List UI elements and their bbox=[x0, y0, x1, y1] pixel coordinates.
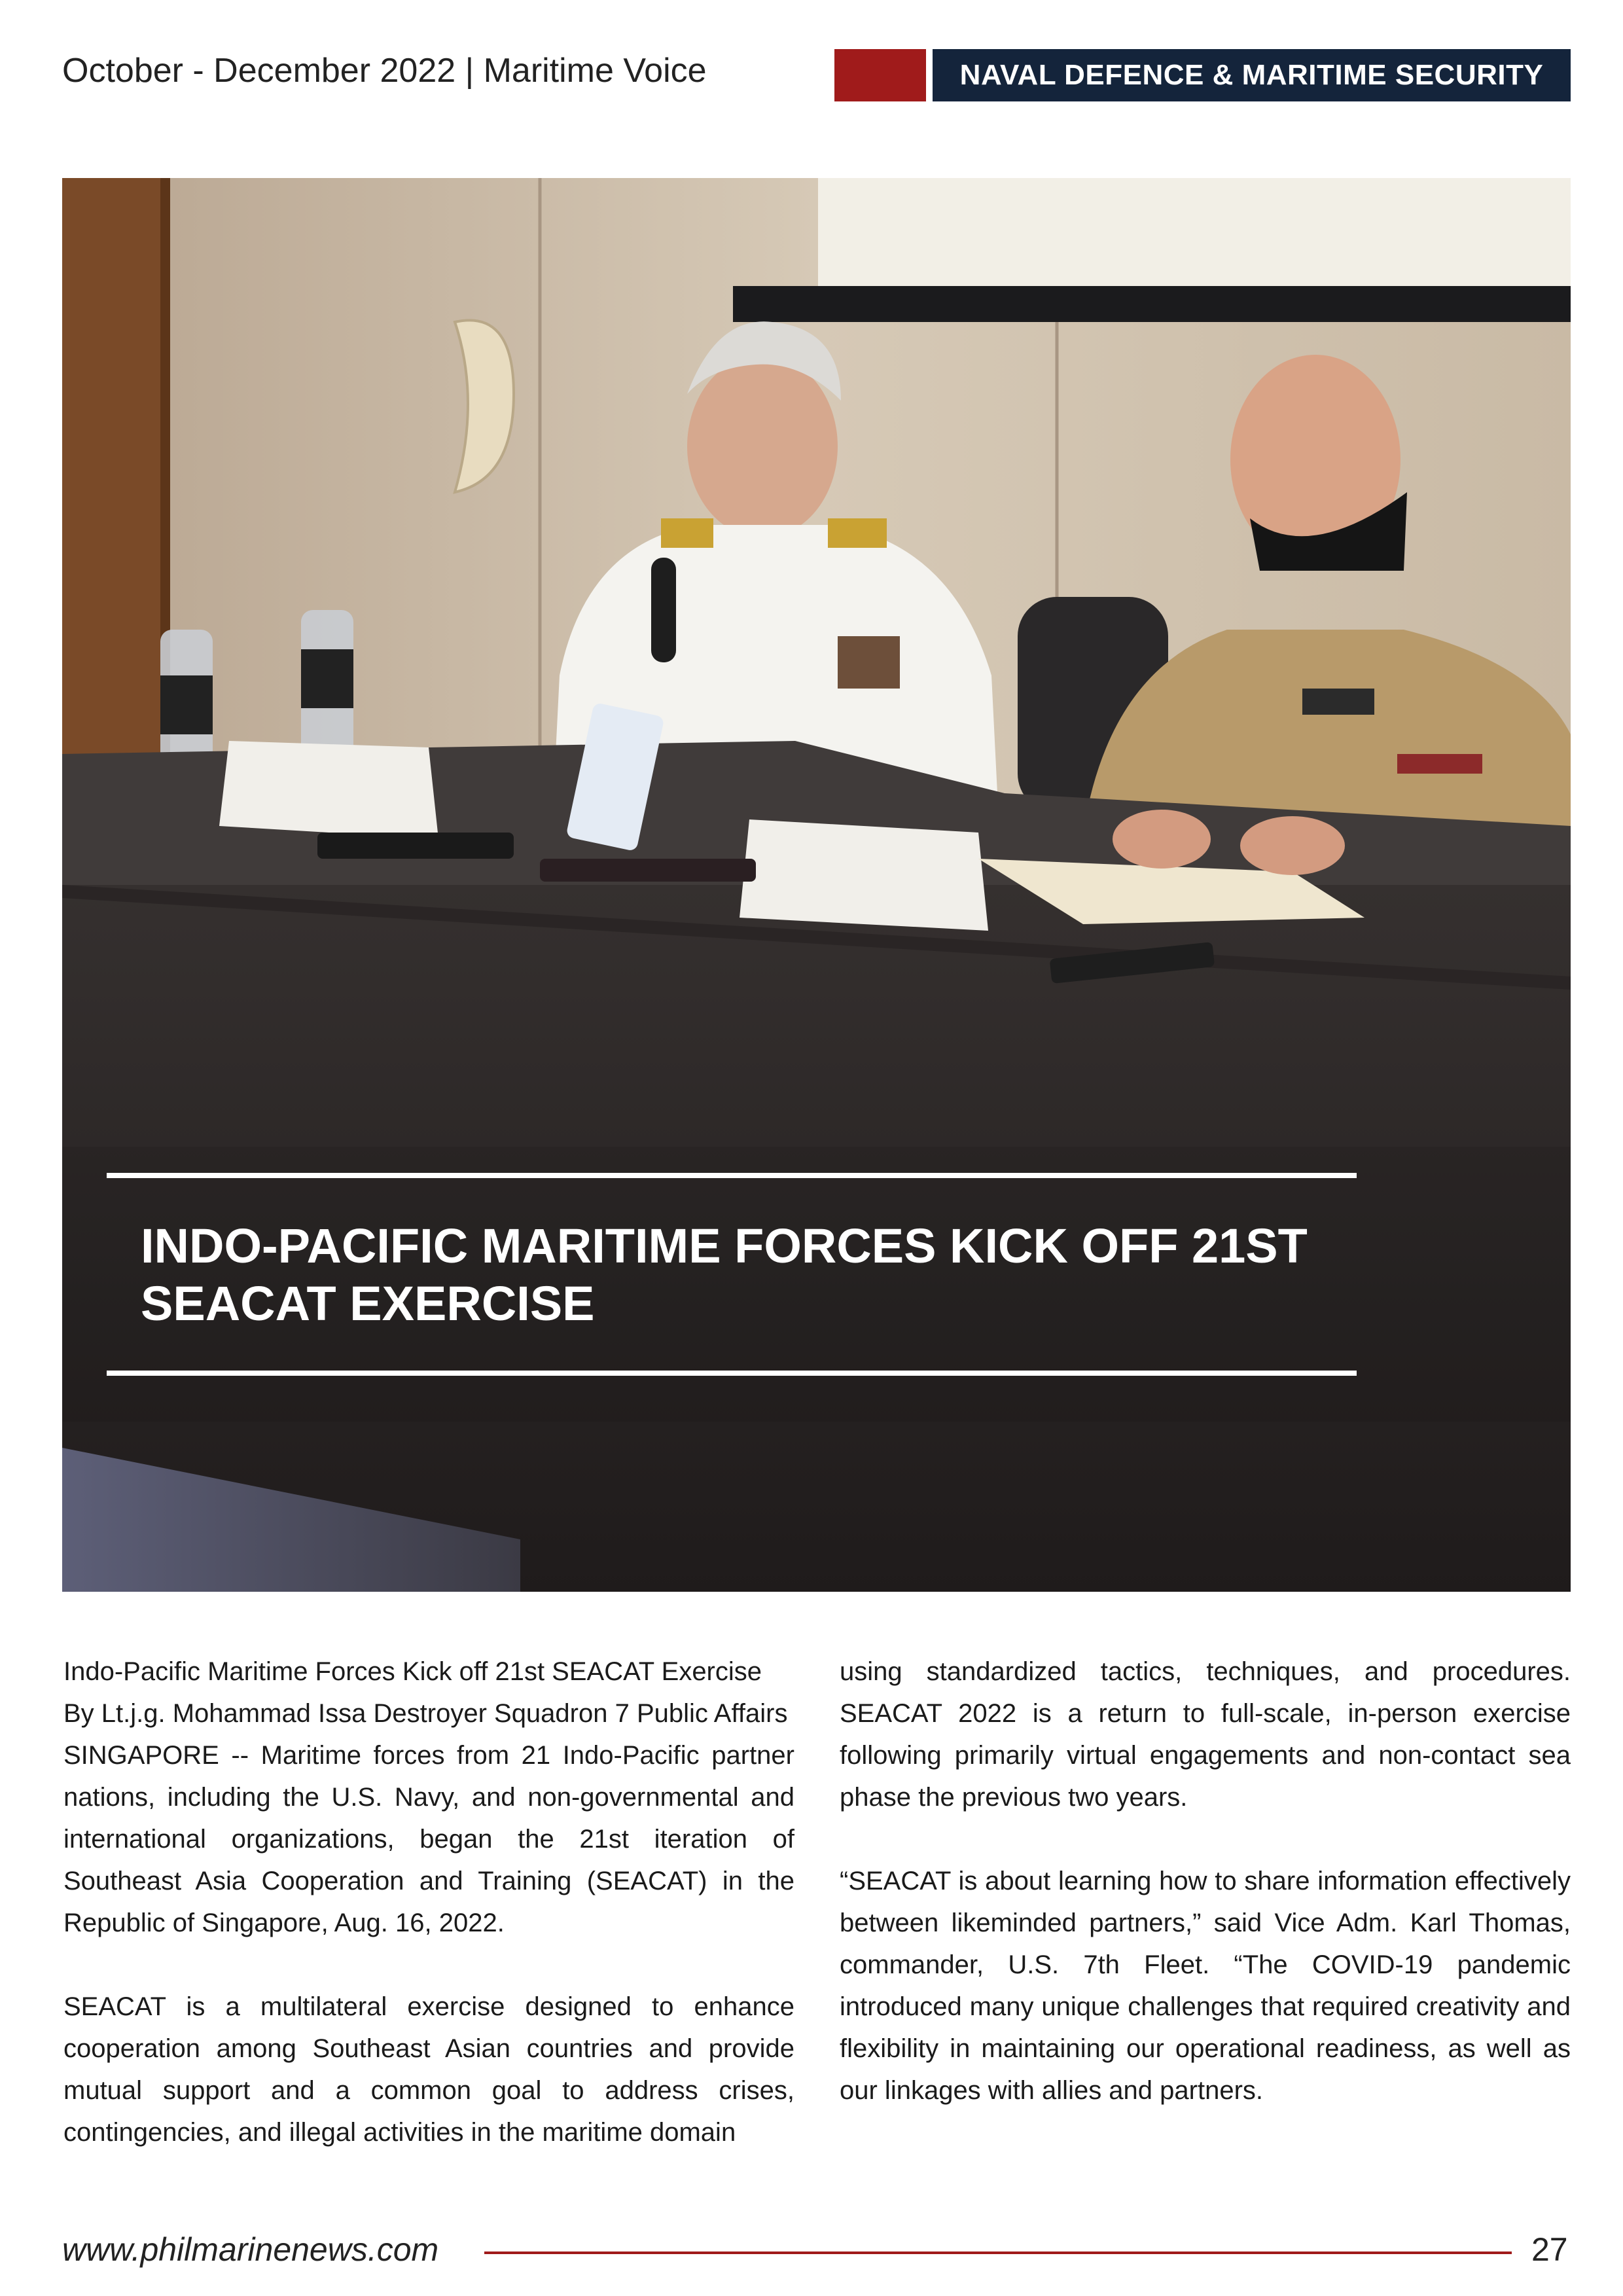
article-paragraph: SINGAPORE -- Maritime forces from 21 Indo-Pacific partner nations, including the U.S. Navy, and non-governmental and international organizations, began the 21st iteration of Southeast Asia Cooperation and Training (SEACAT) in the Republic of Singapore, Aug. 16, 2022. bbox=[63, 1741, 794, 1937]
footer-rule bbox=[484, 2251, 1512, 2254]
article-kicker: Indo-Pacific Maritime Forces Kick off 21st SEACAT Exercise bbox=[63, 1657, 762, 1686]
article-paragraph: “SEACAT is about learning how to share information effectively between likeminded partners,” said Vice Adm. Karl Thomas, commander, U.S. 7th Fleet. “The COVID-19 pandemic introduced many unique challenges that required creativity and flexibility in maintaining our operational readiness, as well as our linkages with allies and partners. bbox=[840, 1867, 1571, 2105]
title-rule-bottom bbox=[107, 1371, 1357, 1376]
hero-title-box bbox=[107, 1173, 1357, 1376]
article-column-right bbox=[840, 1651, 1571, 2111]
section-tag: NAVAL DEFENCE & MARITIME SECURITY bbox=[933, 49, 1571, 101]
page-number: 27 bbox=[1531, 2231, 1568, 2268]
article-paragraph: using standardized tactics, techniques, and procedures. SEACAT 2022 is a return to full-scale, in-person exercise following primarily virtual engagements and non-contact sea phase the previous two years. bbox=[840, 1657, 1571, 1812]
footer-website-link[interactable]: www.philmarinenews.com bbox=[62, 2231, 439, 2268]
hero-photo bbox=[62, 178, 1571, 1592]
hero-photo-illustration bbox=[62, 178, 1571, 1592]
issue-line: October - December 2022 | Maritime Voice bbox=[62, 52, 707, 90]
article-byline: By Lt.j.g. Mohammad Issa Destroyer Squadron 7 Public Affairs bbox=[63, 1699, 788, 1728]
article-headline: INDO-PACIFIC MARITIME FORCES KICK OFF 21ST SEACAT EXERCISE bbox=[141, 1219, 1308, 1331]
title-rule-top bbox=[107, 1173, 1357, 1178]
section-accent-block bbox=[834, 49, 926, 101]
article-paragraph: SEACAT is a multilateral exercise designed to enhance cooperation among Southeast Asian countries and provide mutual support and a common goal to address crises, contingencies, and illegal activities in the maritime domain bbox=[63, 1992, 794, 2147]
article-column-left bbox=[63, 1651, 794, 2153]
